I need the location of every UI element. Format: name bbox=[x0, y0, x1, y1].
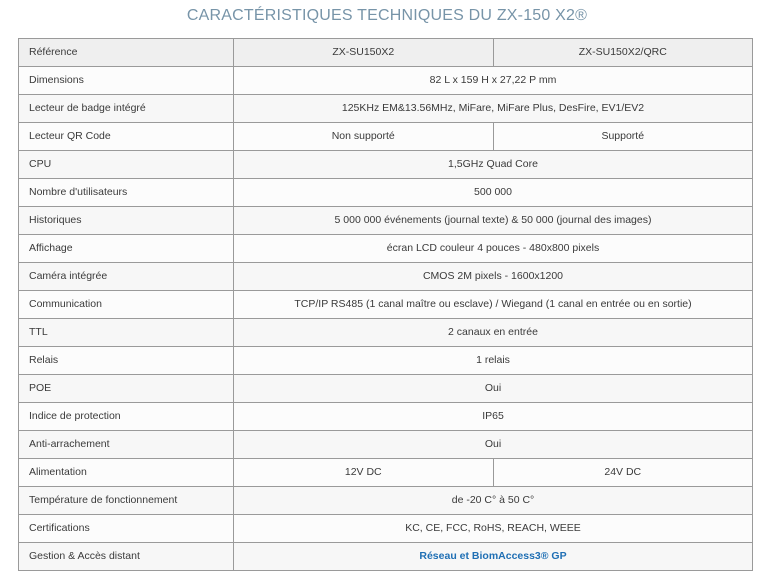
row-value-cell: 82 L x 159 H x 27,22 P mm bbox=[234, 67, 753, 95]
table-row bbox=[19, 543, 753, 571]
specifications-table-container bbox=[18, 38, 752, 571]
table-row bbox=[19, 347, 753, 375]
row-label-cell: Lecteur de badge intégré bbox=[19, 95, 234, 123]
table-row bbox=[19, 123, 753, 151]
row-label-cell: Gestion & Accès distant bbox=[19, 543, 234, 571]
table-row bbox=[19, 319, 753, 347]
table-row bbox=[19, 67, 753, 95]
row-label-cell: Historiques bbox=[19, 207, 234, 235]
row-value-cell-a: ZX-SU150X2 bbox=[234, 39, 494, 67]
row-value-cell-a: Non supporté bbox=[234, 123, 494, 151]
table-row bbox=[19, 207, 753, 235]
table-row bbox=[19, 235, 753, 263]
row-label-cell: Certifications bbox=[19, 515, 234, 543]
table-row bbox=[19, 515, 753, 543]
table-row bbox=[19, 375, 753, 403]
row-value-cell: écran LCD couleur 4 pouces - 480x800 pixels bbox=[234, 235, 753, 263]
table-row bbox=[19, 179, 753, 207]
row-label-cell: Indice de protection bbox=[19, 403, 234, 431]
row-value-cell-highlighted: Réseau et BiomAccess3® GP bbox=[234, 543, 753, 571]
table-row bbox=[19, 403, 753, 431]
table-row bbox=[19, 487, 753, 515]
table-row bbox=[19, 151, 753, 179]
row-value-cell-b: 24V DC bbox=[493, 459, 753, 487]
specifications-table-body bbox=[19, 39, 753, 571]
row-label-cell: TTL bbox=[19, 319, 234, 347]
row-label-cell: Lecteur QR Code bbox=[19, 123, 234, 151]
row-value-cell: KC, CE, FCC, RoHS, REACH, WEEE bbox=[234, 515, 753, 543]
specifications-table bbox=[18, 38, 753, 571]
row-label-cell: Dimensions bbox=[19, 67, 234, 95]
row-value-cell: 5 000 000 événements (journal texte) & 50 000 (journal des images) bbox=[234, 207, 753, 235]
table-row bbox=[19, 39, 753, 67]
row-value-cell: de -20 C° à 50 C° bbox=[234, 487, 753, 515]
row-value-cell: 125KHz EM&13.56MHz, MiFare, MiFare Plus, DesFire, EV1/EV2 bbox=[234, 95, 753, 123]
row-label-cell: Température de fonctionnement bbox=[19, 487, 234, 515]
table-row bbox=[19, 95, 753, 123]
row-value-cell: TCP/IP RS485 (1 canal maître ou esclave) / Wiegand (1 canal en entrée ou en sortie) bbox=[234, 291, 753, 319]
row-value-cell: Oui bbox=[234, 375, 753, 403]
row-label-cell: Caméra intégrée bbox=[19, 263, 234, 291]
table-row bbox=[19, 431, 753, 459]
row-label-cell: Relais bbox=[19, 347, 234, 375]
row-value-cell: 500 000 bbox=[234, 179, 753, 207]
row-label-cell: CPU bbox=[19, 151, 234, 179]
row-value-cell: CMOS 2M pixels - 1600x1200 bbox=[234, 263, 753, 291]
row-label-cell: Anti-arrachement bbox=[19, 431, 234, 459]
page-title: CARACTÉRISTIQUES TECHNIQUES DU ZX-150 X2® bbox=[186, 7, 588, 24]
row-value-cell: 1 relais bbox=[234, 347, 753, 375]
row-label-cell: POE bbox=[19, 375, 234, 403]
row-value-cell-b: ZX-SU150X2/QRC bbox=[493, 39, 753, 67]
row-value-cell-a: 12V DC bbox=[234, 459, 494, 487]
table-row bbox=[19, 291, 753, 319]
row-label-cell: Affichage bbox=[19, 235, 234, 263]
row-label-cell: Nombre d'utilisateurs bbox=[19, 179, 234, 207]
row-label-cell: Communication bbox=[19, 291, 234, 319]
row-label-cell: Référence bbox=[19, 39, 234, 67]
row-value-cell: 1,5GHz Quad Core bbox=[234, 151, 753, 179]
row-label-cell: Alimentation bbox=[19, 459, 234, 487]
row-value-cell: IP65 bbox=[234, 403, 753, 431]
row-value-cell: Oui bbox=[234, 431, 753, 459]
row-value-cell-b: Supporté bbox=[493, 123, 753, 151]
table-row bbox=[19, 459, 753, 487]
row-value-cell: 2 canaux en entrée bbox=[234, 319, 753, 347]
table-row bbox=[19, 263, 753, 291]
